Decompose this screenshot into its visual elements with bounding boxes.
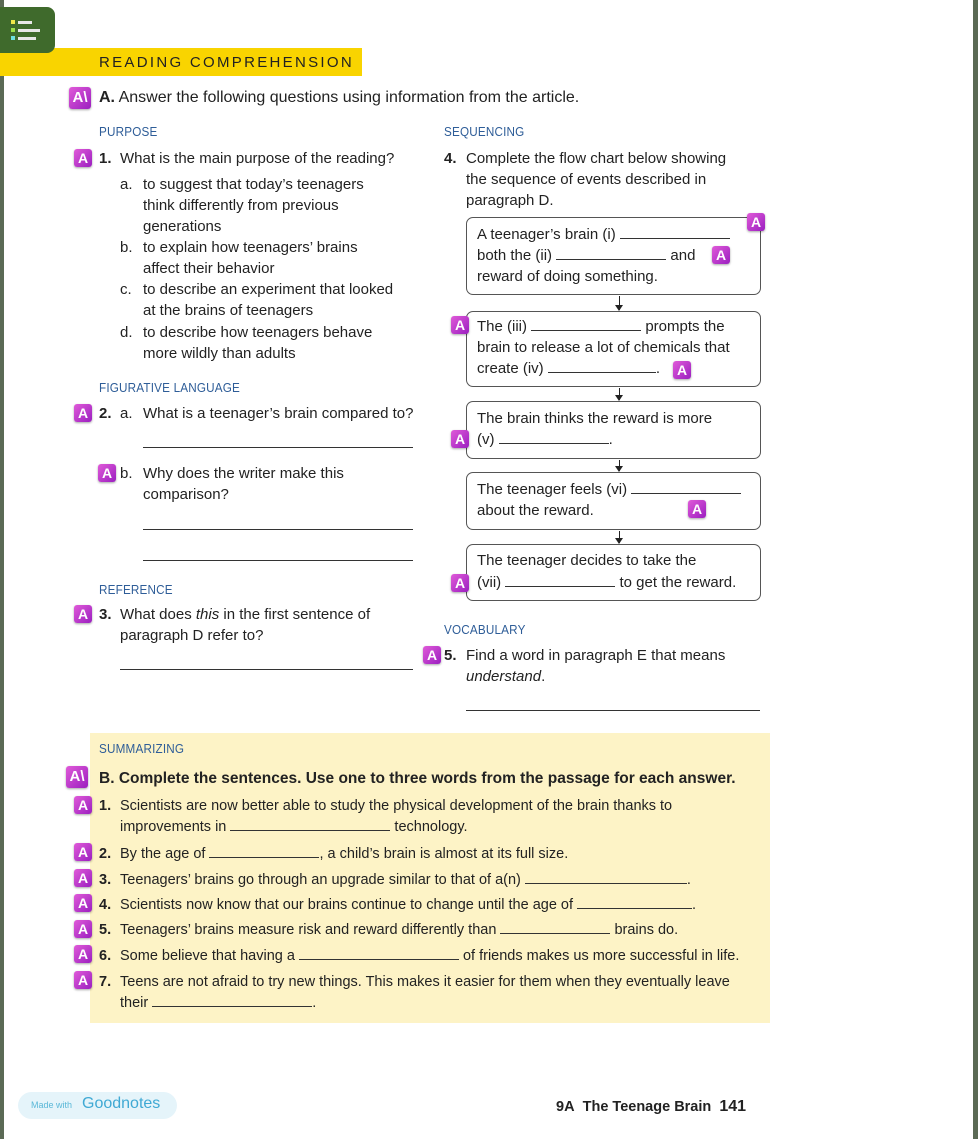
blank[interactable] xyxy=(525,871,687,884)
purpose-heading: PURPOSE xyxy=(99,124,158,139)
assignment-badge-icon[interactable]: A xyxy=(673,361,691,379)
item-number: 7. xyxy=(99,974,112,990)
item-text: Teenagers’ brains measure risk and reward differently than brains do. xyxy=(120,922,679,938)
item-text: Teenagers’ brains go through an upgrade similar to that of a(n) . xyxy=(120,872,691,888)
question-text: the sequence of events described in xyxy=(466,171,707,188)
item-number: 4. xyxy=(99,897,112,913)
assignment-badge-icon[interactable]: A xyxy=(74,404,92,422)
blank[interactable] xyxy=(230,818,390,831)
option-text: affect their behavior xyxy=(143,260,275,277)
question-number: 2. xyxy=(99,405,112,422)
answer-line[interactable] xyxy=(120,669,413,670)
assignment-badge-icon[interactable]: A xyxy=(423,646,441,664)
question-text: comparison? xyxy=(143,486,229,503)
assignment-badge-icon[interactable]: A xyxy=(74,796,92,814)
summarizing-heading: SUMMARIZING xyxy=(99,741,185,756)
flow-text: The teenager feels (vi) xyxy=(477,481,741,499)
option-text: to explain how teenagers’ brains xyxy=(143,239,358,256)
answer-line[interactable] xyxy=(143,529,413,530)
question-number: 1. xyxy=(99,150,112,167)
item-number: 5. xyxy=(99,922,112,938)
option-text: think differently from previous xyxy=(143,197,339,214)
flow-text: about the reward. xyxy=(477,502,594,519)
flow-text: create (iv) . xyxy=(477,360,661,377)
question-text: paragraph D refer to? xyxy=(120,627,264,644)
assignment-badge-icon[interactable]: A xyxy=(74,149,92,167)
blank[interactable] xyxy=(299,947,459,960)
option-text: at the brains of teenagers xyxy=(143,302,314,319)
assignment-badge-icon[interactable]: A\ xyxy=(66,766,88,788)
question-text: Find a word in paragraph E that means xyxy=(466,647,726,664)
assignment-badge-icon[interactable]: A xyxy=(98,464,116,482)
item-text: improvements in technology. xyxy=(120,819,468,835)
blank-ii[interactable] xyxy=(556,247,666,260)
flow-text: A teenager’s brain (i) xyxy=(477,226,730,244)
item-number: 3. xyxy=(99,872,112,888)
blank-vii[interactable] xyxy=(505,574,615,587)
outline-menu-button[interactable] xyxy=(0,7,55,53)
item-number: 1. xyxy=(99,798,112,814)
blank[interactable] xyxy=(577,896,692,909)
blank[interactable] xyxy=(209,845,319,858)
answer-line[interactable] xyxy=(466,710,760,711)
assignment-badge-icon[interactable]: A\ xyxy=(69,87,91,109)
blank-iii[interactable] xyxy=(531,318,641,331)
vocabulary-heading: VOCABULARY xyxy=(444,622,526,637)
assignment-badge-icon[interactable]: A xyxy=(712,246,730,264)
item-text: Scientists now know that our brains continue to change until the age of . xyxy=(120,897,697,913)
question-text: What does this in the first sentence of xyxy=(120,606,371,623)
right-edge xyxy=(973,0,978,1139)
answer-line[interactable] xyxy=(143,560,413,561)
question-number: 5. xyxy=(444,647,457,664)
blank-iv[interactable] xyxy=(548,360,656,373)
question-text: Complete the flow chart below showing xyxy=(466,150,727,167)
flow-text: The (iii) prompts the xyxy=(477,318,725,335)
section-title: READING COMPREHENSION xyxy=(99,54,354,71)
question-text: understand. xyxy=(466,668,546,685)
option-text: to describe how teenagers behave xyxy=(143,324,373,341)
blank-vi[interactable] xyxy=(631,481,741,494)
option-letter: a. xyxy=(120,176,133,193)
option-letter: d. xyxy=(120,324,133,341)
sequencing-heading: SEQUENCING xyxy=(444,124,525,139)
item-number: 2. xyxy=(99,846,112,862)
assignment-badge-icon[interactable]: A xyxy=(688,500,706,518)
blank[interactable] xyxy=(500,921,610,934)
question-number: 4. xyxy=(444,150,457,167)
question-text: What is a teenager’s brain compared to? xyxy=(143,405,414,422)
assignment-badge-icon[interactable]: A xyxy=(74,894,92,912)
blank[interactable] xyxy=(152,994,312,1007)
assignment-badge-icon[interactable]: A xyxy=(74,869,92,887)
answer-line[interactable] xyxy=(143,447,413,448)
flow-text: (v) . xyxy=(477,431,613,448)
question-number: 3. xyxy=(99,606,112,623)
flow-text: (vii) to get the reward. xyxy=(477,574,737,591)
part-b-instruction: B. Complete the sentences. Use one to three words from the passage for each answer. xyxy=(99,770,736,787)
figurative-heading: FIGURATIVE LANGUAGE xyxy=(99,380,241,395)
assignment-badge-icon[interactable]: A xyxy=(74,605,92,623)
option-letter: c. xyxy=(120,281,132,298)
assignment-badge-icon[interactable]: A xyxy=(74,843,92,861)
assignment-badge-icon[interactable]: A xyxy=(74,945,92,963)
flow-text: The teenager decides to take the xyxy=(477,552,697,569)
part-a-instruction: A. Answer the following questions using information from the article. xyxy=(99,89,580,106)
page-footer: 9A The Teenage Brain 141 xyxy=(556,1098,747,1115)
assignment-badge-icon[interactable]: A xyxy=(74,971,92,989)
blank-v[interactable] xyxy=(499,431,609,444)
arrow-down-icon xyxy=(619,460,620,471)
arrow-down-icon xyxy=(619,388,620,400)
flow-text: reward of doing something. xyxy=(477,268,658,285)
item-number: 6. xyxy=(99,948,112,964)
item-text: their . xyxy=(120,995,317,1011)
goodnotes-watermark[interactable] xyxy=(18,1092,177,1119)
arrow-down-icon xyxy=(619,296,620,310)
assignment-badge-icon[interactable]: A xyxy=(451,430,469,448)
option-text: generations xyxy=(143,218,222,235)
assignment-badge-icon[interactable]: A xyxy=(747,213,765,231)
option-letter: b. xyxy=(120,239,133,256)
made-with-label: Made with xyxy=(31,1100,73,1110)
assignment-badge-icon[interactable]: A xyxy=(451,316,469,334)
reference-heading: REFERENCE xyxy=(99,582,173,597)
item-text: By the age of , a child’s brain is almost at its full size. xyxy=(120,846,569,862)
option-text: to suggest that today’s teenagers xyxy=(143,176,364,193)
blank-i[interactable] xyxy=(620,226,730,239)
question-text: What is the main purpose of the reading? xyxy=(120,150,395,167)
flow-text: The brain thinks the reward is more xyxy=(477,410,713,427)
left-edge xyxy=(0,0,4,1139)
assignment-badge-icon[interactable]: A xyxy=(451,574,469,592)
question-text: Why does the writer make this xyxy=(143,465,344,482)
assignment-badge-icon[interactable]: A xyxy=(74,920,92,938)
sub-letter: a. xyxy=(120,405,133,422)
arrow-down-icon xyxy=(619,531,620,543)
option-text: to describe an experiment that looked xyxy=(143,281,394,298)
sub-letter: b. xyxy=(120,465,133,482)
question-text: paragraph D. xyxy=(466,192,554,209)
flow-text: both the (ii) and xyxy=(477,247,696,264)
flow-text: brain to release a lot of chemicals that xyxy=(477,339,730,356)
section-banner xyxy=(0,48,362,76)
goodnotes-logo: Goodnotes xyxy=(82,1095,161,1112)
item-text: Some believe that having a of friends makes us more successful in life. xyxy=(120,948,740,964)
item-text: Scientists are now better able to study the physical development of the brain thanks to xyxy=(120,798,673,814)
option-text: more wildly than adults xyxy=(143,345,296,362)
item-text: Teens are not afraid to try new things. This makes it easier for them when they eventually leave xyxy=(120,974,730,990)
